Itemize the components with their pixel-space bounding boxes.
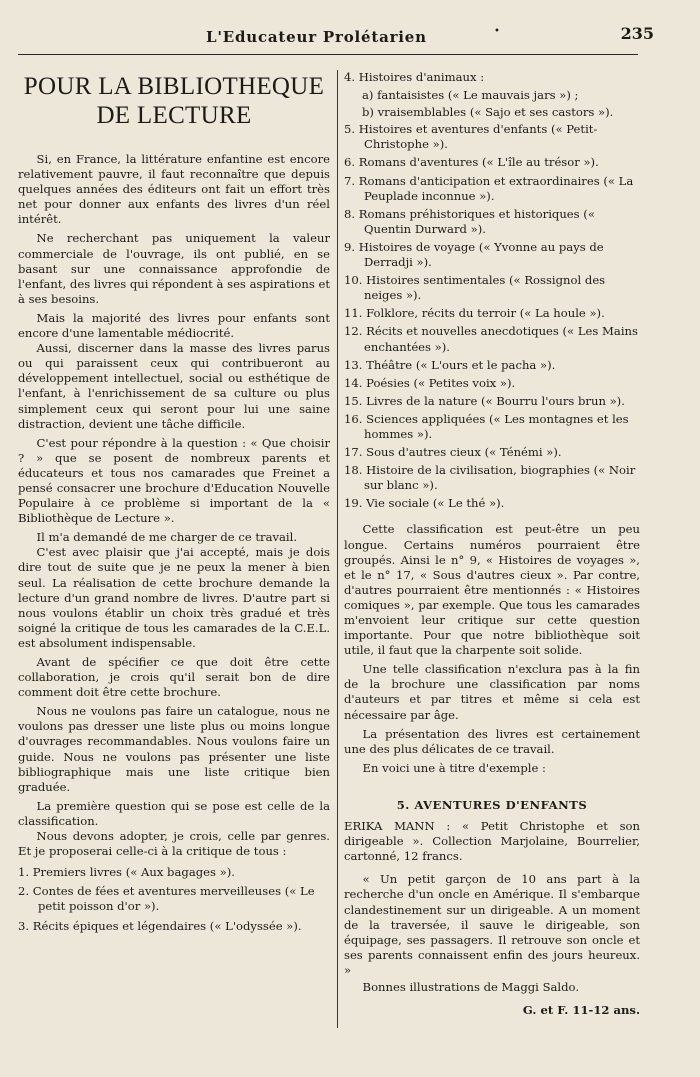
list-subitem: a) fantaisistes (« Le mauvais jars ») ; [362,88,579,103]
list-item: 17. Sous d'autres cieux (« Ténémi »). [344,445,562,460]
paragraph: Nous devons adopter, je crois, celle par genres. Et je proposerai celle-ci à la critique de tous : [18,829,330,859]
genre-list-continued [344,70,640,511]
paragraph: En voici une à titre d'exemple : [362,760,546,775]
list-item: 7. Romans d'anticipation et extraordinaires (« La Peuplade inconnue »). [344,173,634,203]
paragraph: Avant de spécifier ce que doit être cette collaboration, je crois qu'il serait bon de dire comment doit être cette brochure. [18,655,330,700]
paragraph: Mais la majorité des livres pour enfants sont encore d'une lamentable médiocrité. [18,310,330,341]
paragraph: C'est avec plaisir que j'ai accepté, mais je dois dire tout de suite que je ne peux la mener à bien seul. La réalisation de cette brochure demande la lecture d'un grand nombre de livres. D'autre part si nous voulons établir un choix très gradué et très soigné la critique de tous les camarades de la C.E.L. est absolument indispensable. [18,545,330,650]
list-item: 2. Contes de fées et aventures merveilleuses (« Le petit poisson d'or »). [18,884,315,914]
list-item: 11. Folklore, récits du terroir (« La houle »). [344,306,605,321]
list-item: 19. Vie sociale (« Le thé »). [344,496,505,511]
paragraph: Si, en France, la littérature enfantine est encore relativement pauvre, il faut reconnaître que depuis quelques années des éditeurs ont fait un effort très net pour donner aux enfants des livres d'un réel intérêt. [18,152,330,227]
paragraph: La présentation des livres est certainement une des plus délicates de ce travail. [344,726,640,756]
paragraph: Il m'a demandé de me charger de ce travail. [36,530,298,545]
left-column [18,72,330,938]
header-ornament: • [494,26,500,37]
column-divider [337,70,338,1028]
genre-list [18,865,330,933]
book-entry: ERIKA MANN : « Petit Christophe et son dirigeable ». Collection Marjolaine, Bourrelier, cartonné, 12 francs. [344,819,640,864]
example-heading: 5. AVENTURES D'ENFANTS [396,797,588,812]
article-title-line-2: DE LECTURE [96,102,252,129]
running-title: L'Educateur Prolétarien [206,28,427,46]
age-range: G. et F. 11-12 ans. [522,1003,640,1018]
illustration-credit: Bonnes illustrations de Maggi Saldo. [362,979,580,994]
list-item: 16. Sciences appliquées (« Les montagnes et les hommes »). [344,411,629,441]
list-item: 3. Récits épiques et légendaires (« L'odyssée »). [18,918,302,933]
list-item: 15. Livres de la nature (« Bourru l'ours brun »). [344,393,625,408]
list-item: 5. Histoires et aventures d'enfants (« Petit-Christophe »). [344,122,598,152]
paragraph: C'est pour répondre à la question : « Que choisir ? » que se posent de nombreux parents et éducateurs et tous nos camarades que Freinet a pensé consacrer une brochure d'Education Nouvelle Populaire à ce problème si important de la « Bibliothèque de Lecture ». [18,435,330,526]
paragraph: Cette classification est peut-être un peu longue. Certains numéros pourraient être groupés. Ainsi le n° 9, « Histoires de voyages », et le n° 17, « Sous d'autres cieux ». Par contre, d'autres pourraient être mentionnés : « Histoires comiques », par exemple. Que tous les camarades m'envoient leur critique sur cette question importante. Pour que notre bibliothèque soit utile, il faut que la charpente soit solide. [344,522,640,658]
article-title-line-1: POUR LA BIBLIOTHEQUE [23,73,325,100]
list-item: 18. Histoire de la civilisation, biographies (« Noir sur blanc »). [344,463,636,493]
list-item: 1. Premiers livres (« Aux bagages »). [18,865,235,880]
list-item: 6. Romans d'aventures (« L'île au trésor »). [344,155,599,170]
list-item: 8. Romans préhistoriques et historiques (« Quentin Durward »). [344,206,595,236]
paragraph: Aussi, discerner dans la masse des livres parus ou qui paraissent ceux qui contribueront au développement intellectuel, social ou esthétique de l'enfant, à l'enrichissement de sa culture ou plus simplement ceux qui seront pour lui une saine distraction, devient une tâche difficile. [18,341,330,431]
paragraph: La première question qui se pose est celle de la classification. [18,798,330,828]
paragraph: Une telle classification n'exclura pas à la fin de la brochure une classification par noms d'auteurs et par titres et même si cela est nécessaire par âge. [344,662,640,722]
page-number: 235 [620,24,654,43]
paragraph: Ne recherchant pas uniquement la valeur commerciale de l'ouvrage, ils ont publié, en se basant sur une connaissance approfondie de l'enfant, des livres qui répondent à ses aspirations et à ses besoins. [18,231,330,306]
list-item: 9. Histoires de voyage (« Yvonne au pays de Derradji »). [344,239,604,270]
paragraph: Nous ne voulons pas faire un catalogue, nous ne voulons pas dresser une liste plus ou moins longue d'ouvrages recommandables. Nous voulons faire un guide. Nous ne voulons pas présenter une liste bibliographique mais une liste critique bien graduée. [18,704,330,794]
list-item: 14. Poésies (« Petites voix »). [344,375,516,390]
article-title [18,72,330,130]
list-subitem: b) vraisemblables (« Sajo et ses castors »). [362,105,614,120]
list-item: 10. Histoires sentimentales (« Rossignol des neiges »). [344,273,606,303]
list-item: 4. Histoires d'animaux : [344,70,485,84]
list-item: 12. Récits et nouvelles anecdotiques (« Les Mains enchantées »). [344,324,638,354]
right-column [344,70,640,1018]
book-summary: « Un petit garçon de 10 ans part à la recherche d'un oncle en Amérique. Il s'embarque clandestinement sur un dirigeable. A un moment de la traversée, il sauve le dirigeable, son équipage, ses passagers. Il retrouve son oncle et ses parents connaissent enfin des jours heureux. » [344,872,640,977]
page-header [18,18,654,55]
list-item: 13. Théâtre (« L'ours et le pacha »). [344,357,556,372]
